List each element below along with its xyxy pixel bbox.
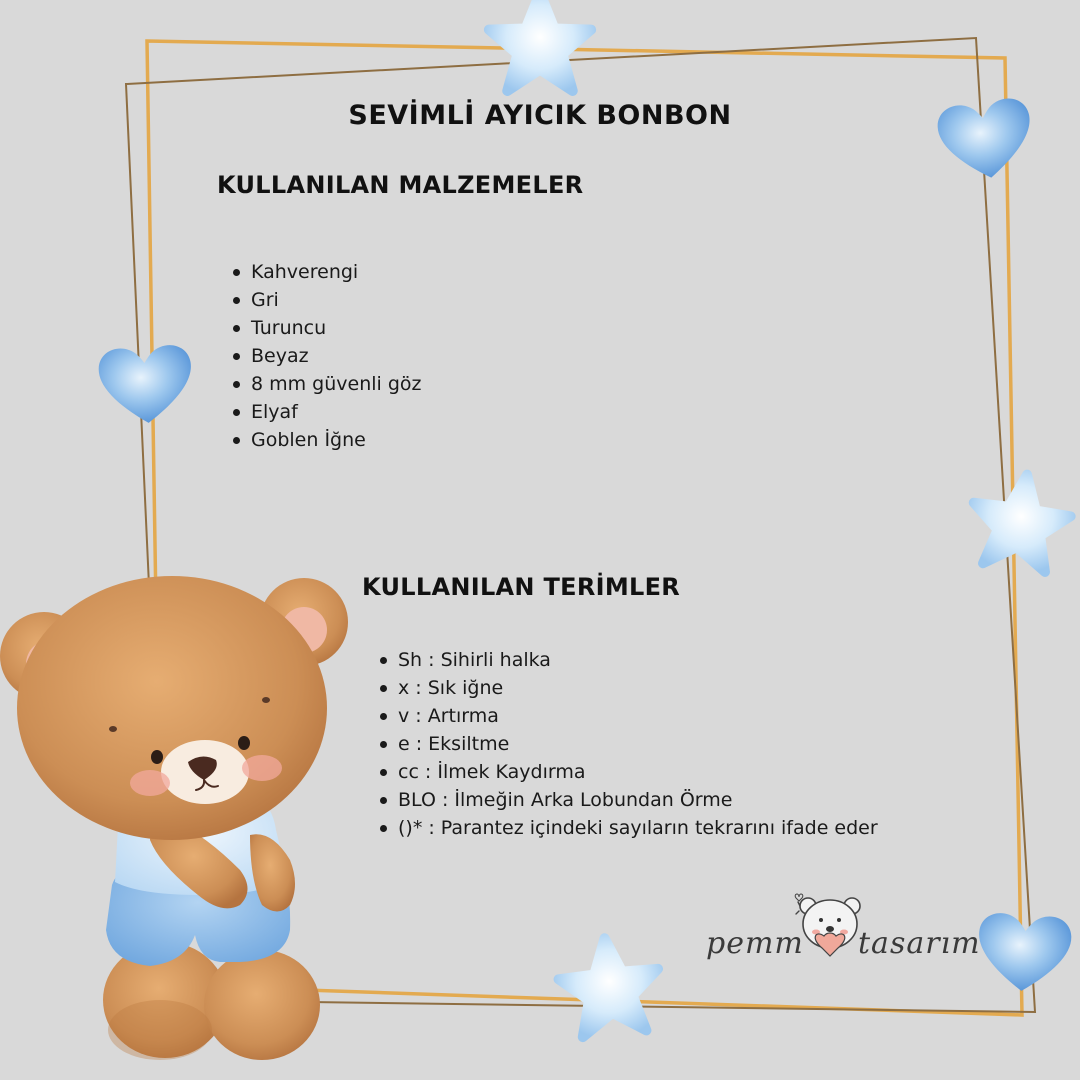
list-item: ()* : Parantez içindeki sayıların tekrarını ifade eder [380, 814, 878, 842]
logo-text-left: pemm [706, 926, 804, 961]
list-item: Sh : Sihirli halka [380, 646, 878, 674]
page-title-text: SEVİMLİ AYICIK BONBON [348, 100, 732, 131]
bear-logo-icon [795, 894, 860, 956]
heart-icon [97, 344, 194, 426]
list-item: Elyaf [233, 398, 422, 426]
list-item: e : Eksiltme [380, 730, 878, 758]
list-item: Turuncu [233, 314, 422, 342]
teddy-bear-illustration [0, 576, 348, 1060]
terms-list [380, 646, 878, 842]
list-item: cc : İlmek Kaydırma [380, 758, 878, 786]
terms-heading: KULLANILAN TERİMLER [362, 573, 681, 601]
logo-text-right: tasarım [858, 926, 981, 961]
list-item: Kahverengi [233, 258, 422, 286]
star-icon [965, 468, 1075, 575]
list-item: 8 mm güvenli göz [233, 370, 422, 398]
list-item: x : Sık iğne [380, 674, 878, 702]
heart-icon [975, 912, 1072, 994]
materials-list [233, 258, 422, 454]
star-icon [489, 0, 591, 91]
list-item: Goblen İğne [233, 426, 422, 454]
list-item: Beyaz [233, 342, 422, 370]
page-title [0, 100, 1080, 131]
list-item: Gri [233, 286, 422, 314]
materials-heading: KULLANILAN MALZEMELER [217, 171, 584, 199]
star-icon [555, 933, 664, 1039]
list-item: BLO : İlmeğin Arka Lobundan Örme [380, 786, 878, 814]
list-item: v : Artırma [380, 702, 878, 730]
